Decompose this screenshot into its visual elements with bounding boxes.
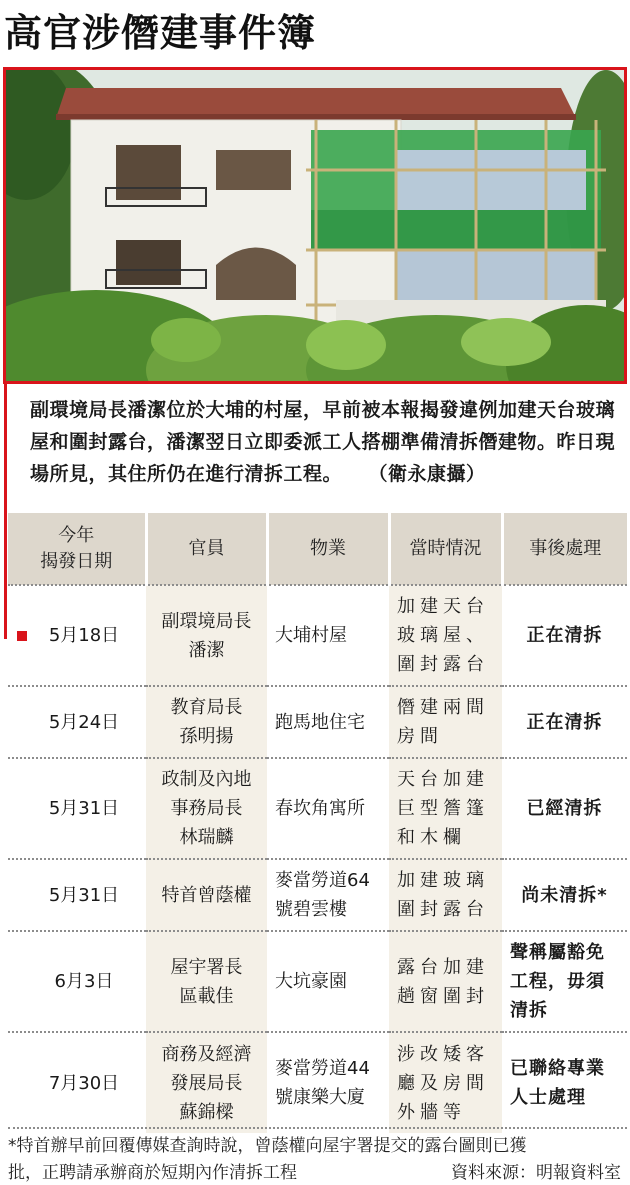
official-cell: 副環境局長 潘潔: [146, 585, 267, 686]
property-cell: 麥當勞道64 號碧雲樓: [267, 859, 389, 931]
date-cell: 5月31日: [8, 758, 146, 859]
date-cell: 6月3日: [8, 931, 146, 1032]
caption-text: 副環境局長潘潔位於大埔的村屋，早前被本報揭發違例加建天台玻璃屋和圍封露台，潘潔翌日立即委派工人搭棚準備清拆僭建物。昨日現場所見，其住所仍在進行清拆工程。: [30, 399, 616, 485]
official-cell: 商務及經濟 發展局長 蘇錦樑: [146, 1032, 267, 1133]
property-cell: 春坎角寓所: [267, 758, 389, 859]
photo-connector-line: [4, 384, 7, 639]
date-cell: 7月30日: [8, 1032, 146, 1133]
table-row: [8, 758, 627, 859]
table-header-row: [8, 513, 627, 585]
table-row: [8, 686, 627, 758]
header-date: 今年 揭發日期: [8, 513, 146, 585]
table-row: [8, 931, 627, 1032]
situation-cell: 天台加建 巨型簷篷 和木欄: [389, 758, 502, 859]
situation-cell: 僭建兩間 房間: [389, 686, 502, 758]
official-cell: 教育局長 孫明揚: [146, 686, 267, 758]
incident-table-wrapper: [8, 513, 627, 1133]
official-cell: 政制及內地 事務局長 林瑞麟: [146, 758, 267, 859]
table-row: [8, 859, 627, 931]
follow-up-cell: 正在清拆: [502, 585, 627, 686]
property-cell: 麥當勞道44 號康樂大廈: [267, 1032, 389, 1133]
property-cell: 大埔村屋: [267, 585, 389, 686]
property-cell: 大坑豪園: [267, 931, 389, 1032]
photo-credit: （衛永康攝）: [378, 463, 486, 485]
official-cell: 屋宇署長 區載佳: [146, 931, 267, 1032]
header-situation: 當時情況: [389, 513, 502, 585]
property-cell: 跑馬地住宅: [267, 686, 389, 758]
follow-up-cell: 正在清拆: [502, 686, 627, 758]
situation-cell: 加建天台 玻璃屋、 圍封露台: [389, 585, 502, 686]
date-cell: 5月24日: [8, 686, 146, 758]
date-cell: 5月31日: [8, 859, 146, 931]
page-headline: 高官涉僭建事件簿: [4, 11, 317, 55]
footnote-line-2: 批，正聘請承辦商於短期內作清拆工程: [8, 1163, 297, 1183]
follow-up-cell: 聲稱屬豁免 工程，毋須 清拆: [502, 931, 627, 1032]
official-cell: 特首曾蔭權: [146, 859, 267, 931]
table-row: [8, 585, 627, 686]
header-official: 官員: [146, 513, 267, 585]
follow-up-cell: 尚未清拆*: [502, 859, 627, 931]
news-photo: [3, 67, 627, 384]
situation-cell: 加建玻璃 圍封露台: [389, 859, 502, 931]
footnote-line-1: *特首辦早前回覆傳媒查詢時說，曾蔭權向屋宇署提交的露台圖則已獲: [8, 1136, 527, 1156]
situation-cell: 露台加建 趟窗圍封: [389, 931, 502, 1032]
date-cell: 5月18日: [8, 585, 146, 686]
header-property: 物業: [267, 513, 389, 585]
header-follow-up: 事後處理: [502, 513, 627, 585]
source-credit: 資料來源：明報資料室: [451, 1163, 621, 1183]
situation-cell: 涉改矮客 廳及房間 外牆等: [389, 1032, 502, 1133]
photo-caption: [30, 394, 626, 490]
footnote: [8, 1127, 627, 1185]
follow-up-cell: 已聯絡專業 人士處理: [502, 1032, 627, 1133]
incident-table: [8, 513, 627, 1133]
follow-up-cell: 已經清拆: [502, 758, 627, 859]
table-row: [8, 1032, 627, 1133]
village-house-scaffolding-photo: [6, 70, 624, 381]
